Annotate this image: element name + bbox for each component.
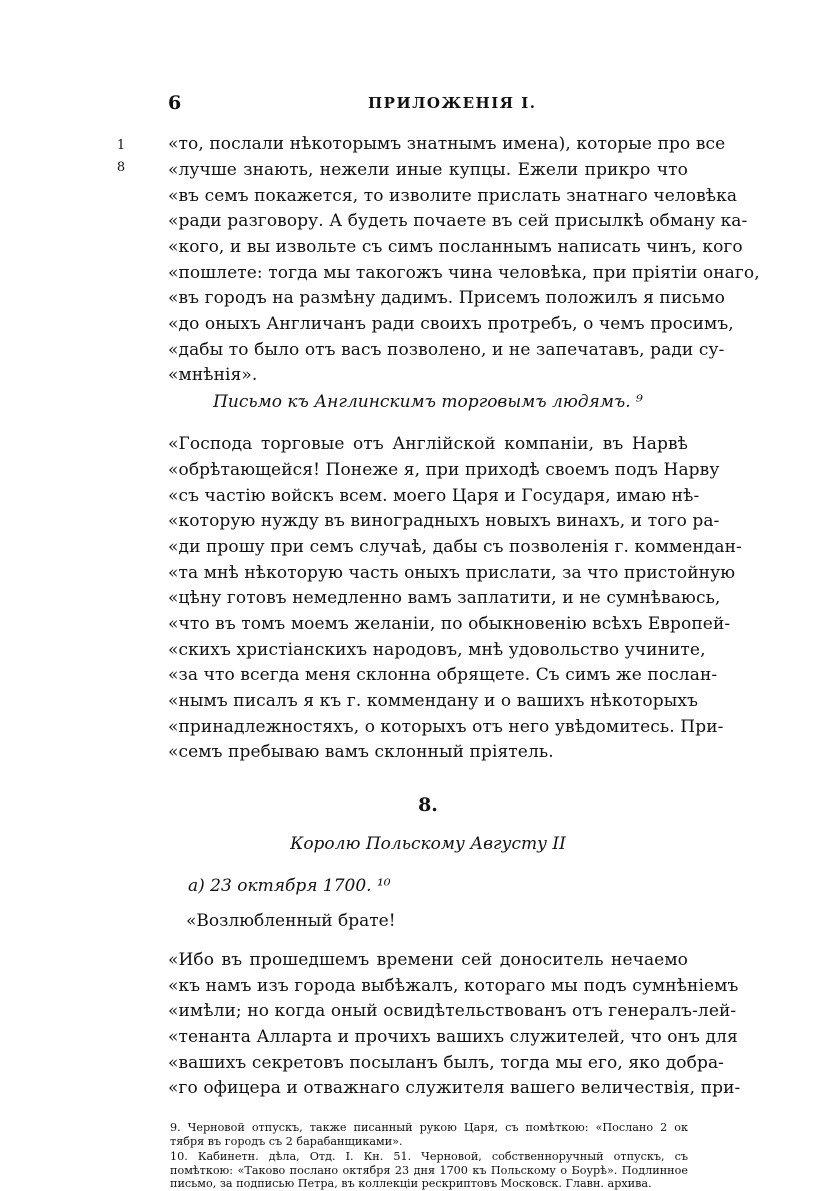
text-line: «Господа торговые отъ Англійской компаніи, въ Нарвѣ <box>168 434 688 454</box>
text-line: «кого, и вы извольте съ симъ посланнымъ написать чинъ, кого <box>168 237 743 257</box>
text-line: «въ семъ покажется, то изволите прислать знатнаго человѣка <box>168 186 738 206</box>
text-line: «обрѣтающейся! Понеже я, при приходѣ своемъ подъ Нарву <box>168 460 720 480</box>
text-line: «Ибо въ прошедшемъ времени сей доноситель нечаемо <box>168 950 688 970</box>
running-title: ПРИЛОЖЕНІЯ І. <box>368 94 537 112</box>
page-header <box>168 92 688 114</box>
text-line: «мнѣнія». <box>168 365 258 385</box>
footnote-line: помѣткою: «Таково послано октября 23 дня 1700 къ Польскому о Боурѣ». Подлинное <box>170 1164 688 1177</box>
text-line: «вашихъ секретовъ посыланъ былъ, тогда мы его, яко добра- <box>168 1053 725 1073</box>
text-line: «то, послали нѣкоторымъ знатнымъ имена), которые про все <box>168 134 726 154</box>
text-line: «которую нужду въ виноградныхъ новыхъ винахъ, и того ра- <box>168 511 720 531</box>
text-line: «ди прошу при семъ случаѣ, дабы съ позволенія г. коммендан- <box>168 537 742 557</box>
page-number: 6 <box>168 92 182 114</box>
letter-date: a) 23 октября 1700. ¹⁰ <box>188 876 391 896</box>
text-line: «пошлете: тогда мы такогожъ чина человѣка, при пріятіи онаго, <box>168 263 760 283</box>
text-line: «имѣли; но когда оный освидѣтельствованъ отъ генералъ-лей- <box>168 1001 737 1021</box>
text-line: «за что всегда меня склонна обрящете. Съ симъ же послан- <box>168 665 718 685</box>
footnote-line: 9. Черновой отпускъ, также писанный рукою Царя, съ помѣткою: «Послано 2 ок <box>170 1121 688 1134</box>
text-line: «до оныхъ Англичанъ ради своихъ протребъ, о чемъ просимъ, <box>168 314 734 334</box>
letter-heading: Письмо къ Англинскимъ торговымъ людямъ. ⁹ <box>213 392 643 412</box>
text-line: «лучше знають, нежели иные купцы. Ежели прикро что <box>168 160 688 180</box>
section-heading: Королю Польскому Августу II <box>290 834 566 854</box>
salutation: «Возлюбленный брате! <box>186 911 396 931</box>
footnote-line: письмо, за подписью Петра, въ коллекціи рескриптовъ Московск. Главн. архива. <box>170 1177 652 1190</box>
text-line: «семъ пребываю вамъ склонный пріятель. <box>168 742 554 762</box>
text-line: «въ городъ на размѣну дадимъ. Присемъ положилъ я письмо <box>168 288 725 308</box>
text-line: «ради разговору. А будеть почаете въ сей присылкѣ обману ка- <box>168 211 748 231</box>
text-line: «къ намъ изъ города выбѣжалъ, котораго мы подъ сумнѣніемъ <box>168 976 739 996</box>
footnote-line: тября въ городъ съ 2 барабанщиками». <box>170 1135 403 1148</box>
section-number: 8. <box>418 794 438 816</box>
margin-note: 8 <box>116 160 126 175</box>
text-line: «нымъ писалъ я къ г. коммендану и о вашихъ нѣкоторыхъ <box>168 691 698 711</box>
text-line: «тенанта Алларта и прочихъ вашихъ служителей, что онъ для <box>168 1027 738 1047</box>
footnote-line: 10. Кабинетн. дѣла, Отд. І. Кн. 51. Черновой, собственноручный отпускъ, съ <box>170 1150 688 1163</box>
text-line: «съ частію войскъ всем. моего Царя и Государя, имаю нѣ- <box>168 486 700 506</box>
text-line: «го офицера и отважнаго служителя вашего величествія, при- <box>168 1078 741 1098</box>
margin-note: 1 <box>116 138 126 153</box>
text-line: «принадлежностяхъ, о которыхъ отъ него увѣдомитесь. При- <box>168 717 724 737</box>
text-line: «дабы то было отъ васъ позволено, и не запечатавъ, ради су- <box>168 340 725 360</box>
text-line: «та мнѣ нѣкоторую часть оныхъ прислати, за что пристойную <box>168 563 736 583</box>
text-line: «что въ томъ моемъ желаніи, по обыкновенію всѣхъ Европей- <box>168 614 731 634</box>
text-line: «цѣну готовъ немедленно вамъ заплатити, и не сумнѣваюсь, <box>168 588 721 608</box>
text-line: «скихъ христіанскихъ народовъ, мнѣ удовольство учините, <box>168 640 706 660</box>
